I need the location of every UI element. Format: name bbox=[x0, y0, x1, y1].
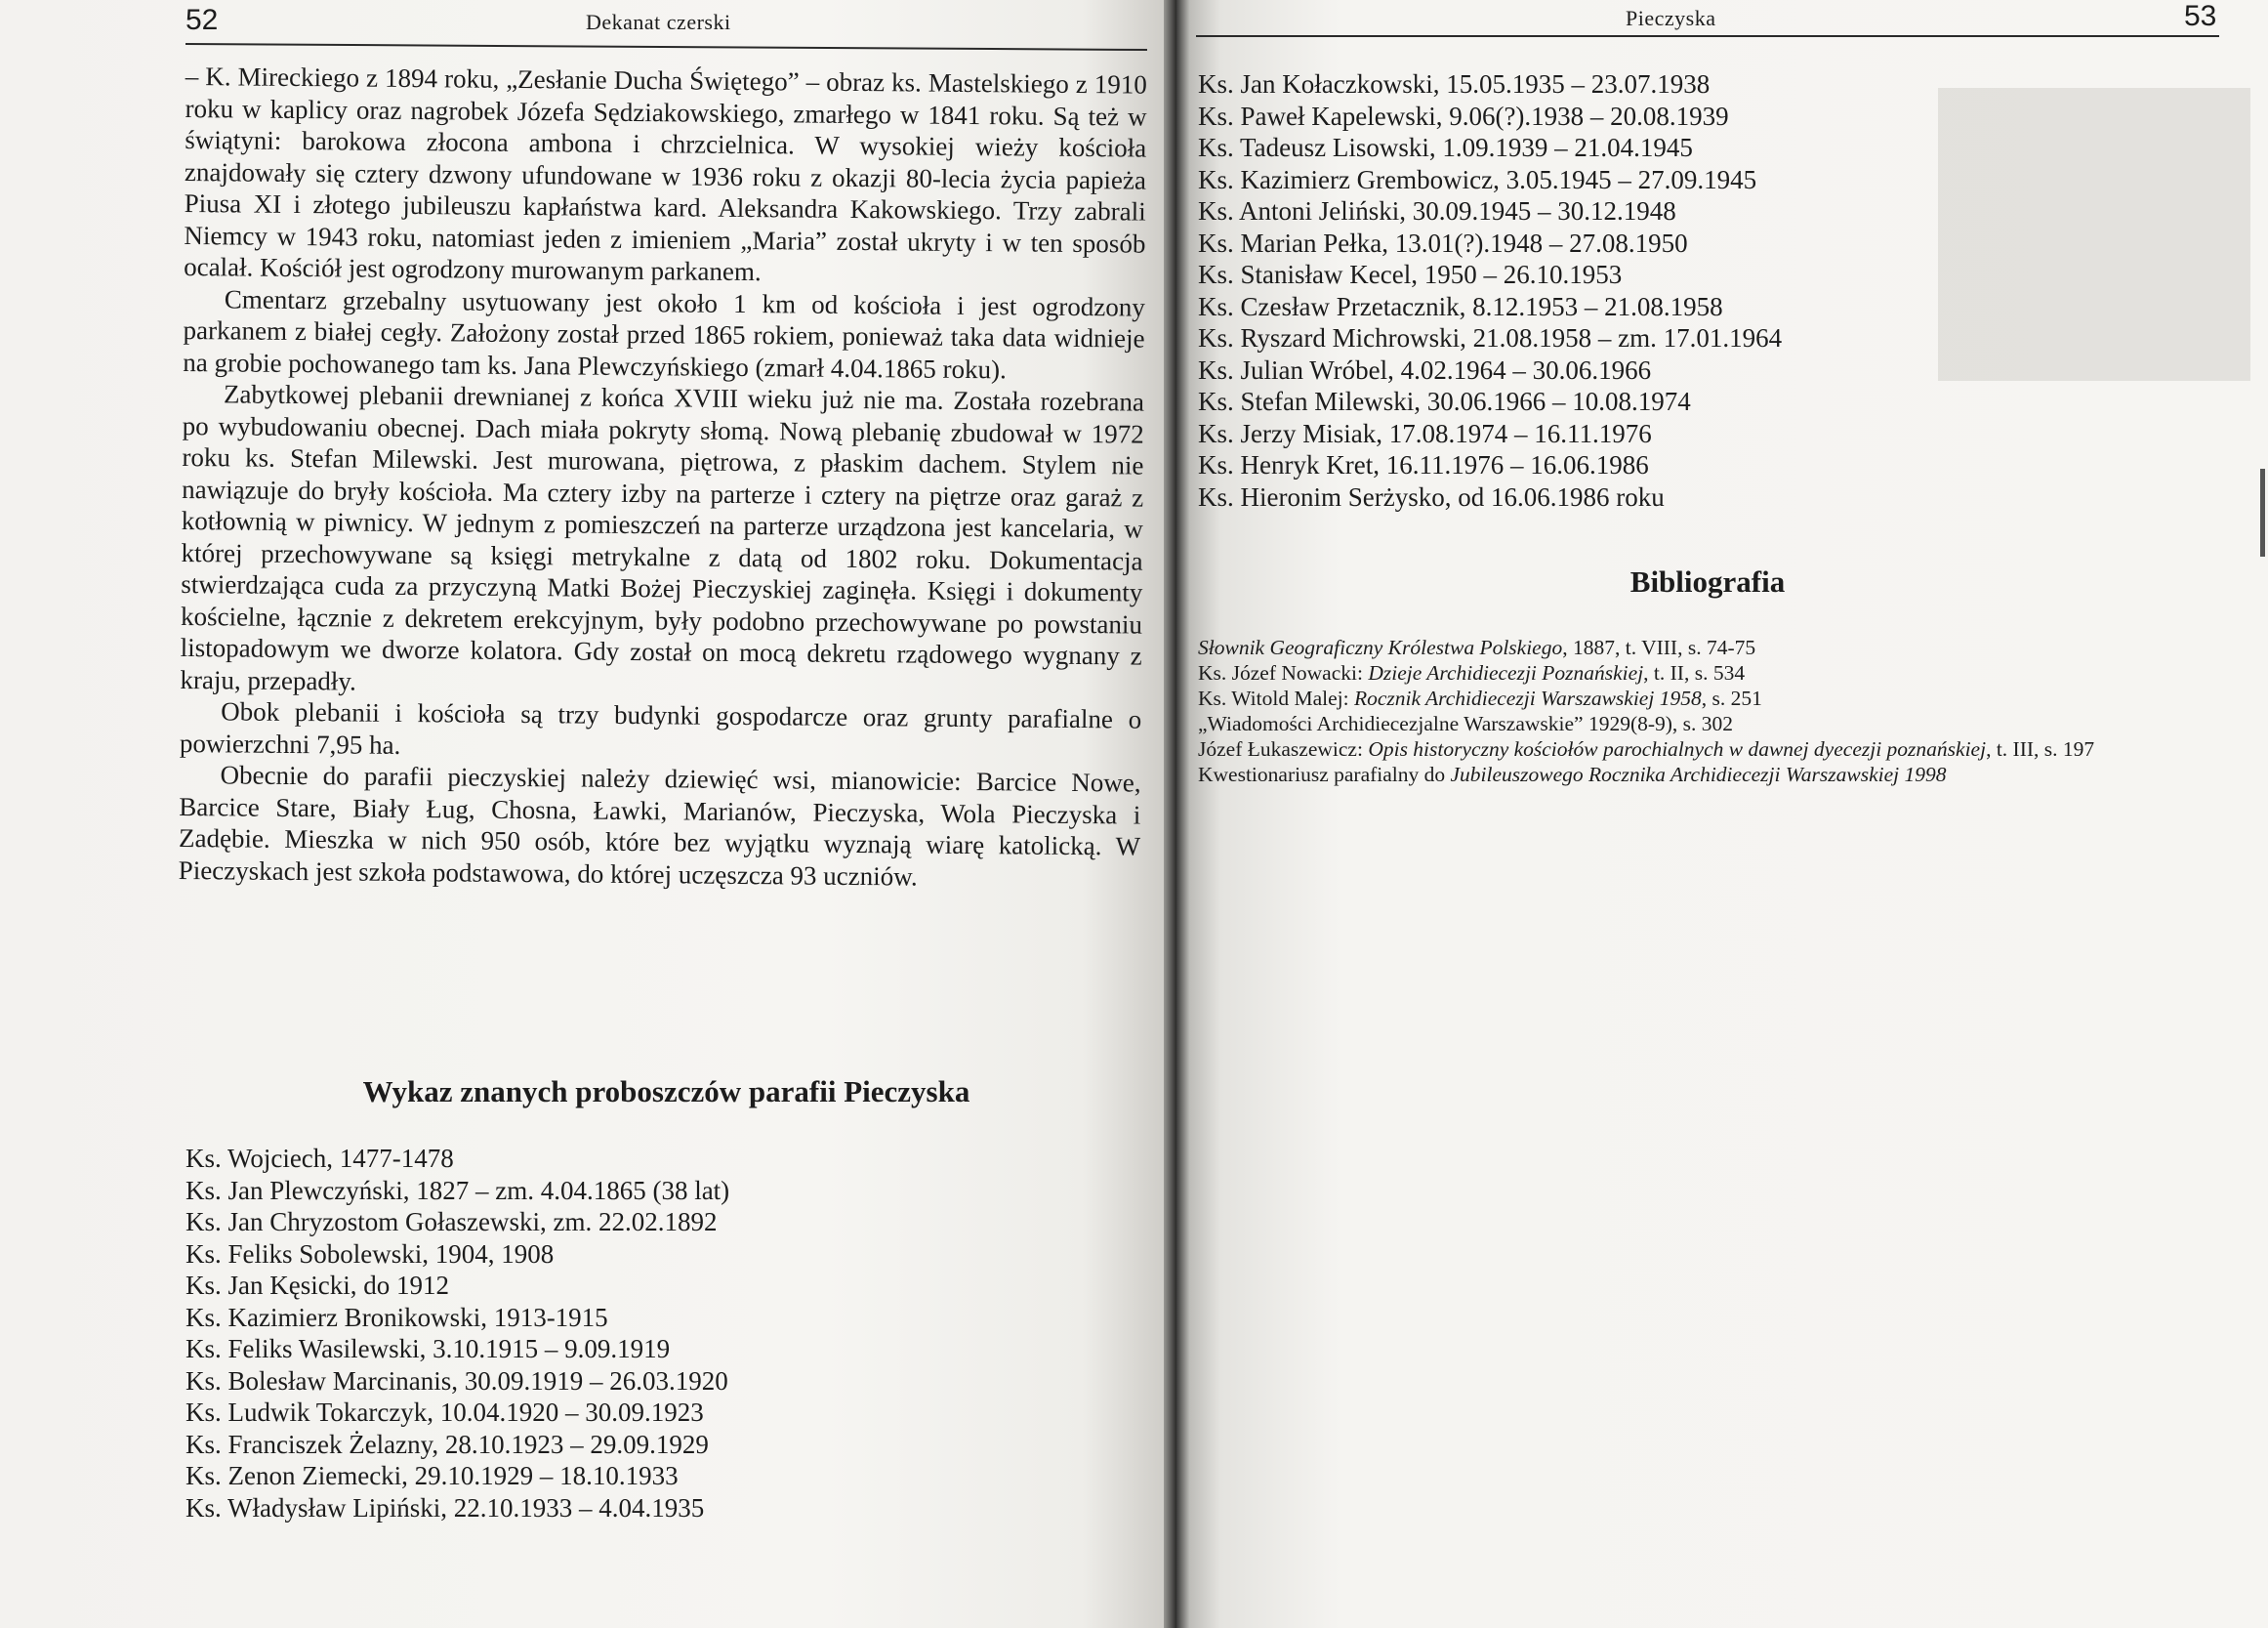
list-item: Ks. Tadeusz Lisowski, 1.09.1939 – 21.04.1945 bbox=[1198, 133, 1693, 162]
header-rule bbox=[186, 43, 1147, 51]
bleed-through bbox=[1938, 88, 2250, 381]
list-item: Ks. Kazimierz Bronikowski, 1913-1915 bbox=[186, 1302, 608, 1332]
bibliography-entry: Ks. Józef Nowacki: Dzieje Archidiecezji Poznańskiej, t. II, s. 534 bbox=[1198, 661, 1746, 685]
bibliography-title: Bibliografia bbox=[1629, 564, 1786, 599]
priest-list bbox=[1198, 68, 1782, 513]
page-edge-mark bbox=[2260, 469, 2265, 557]
header-rule bbox=[1196, 35, 2219, 37]
page-number: 53 bbox=[2184, 0, 2217, 32]
running-title: Pieczyska bbox=[1626, 6, 1716, 30]
list-item: Ks. Henryk Kret, 16.11.1976 – 16.06.1986 bbox=[1198, 450, 1649, 480]
list-item: Ks. Marian Pełka, 13.01(?).1948 – 27.08.1950 bbox=[1198, 228, 1688, 258]
paragraph: Cmentarz grzebalny usytuowany jest około 1 km od kościoła i jest ogrodzony parkanem z białej cegły. Założony został przed 1865 rokiem, ponieważ taka data widnieje na grobie pochowanego tam ks. Jana Plewczyńskiego (zmarł 4.04.1865 roku). bbox=[183, 283, 1145, 384]
list-item: Ks. Stanisław Kecel, 1950 – 26.10.1953 bbox=[1198, 260, 1623, 289]
list-item: Ks. Ryszard Michrowski, 21.08.1958 – zm. 17.01.1964 bbox=[1198, 323, 1783, 353]
list-item: Ks. Bolesław Marcinanis, 30.09.1919 – 26.03.1920 bbox=[186, 1365, 728, 1396]
paragraph: Obecnie do parafii pieczyskiej należy dziewięć wsi, mianowicie: Barcice Nowe, Barcice Stare, Biały Ług, Chosna, Ławki, Marianów, Pieczyska, Wola Pieczyska i Zadębie. Mieszka w nich 950 osób, które bez wyjątku wyznają wiarę katolicką. W Pieczyskach jest szkoła podstawowa, do której uczęszcza 93 uczniów. bbox=[178, 760, 1141, 892]
bibliography-entry: „Wiadomości Archidiecezjalne Warszawskie” 1929(8-9), s. 302 bbox=[1198, 712, 1734, 735]
bibliography-entry: Józef Łukaszewicz: Opis historyczny kościołów parochialnych w dawnej dyecezji poznańskiej, t. III, s. 197 bbox=[1198, 737, 2095, 761]
bibliography-list bbox=[1198, 635, 2219, 787]
running-title: Dekanat czerski bbox=[586, 10, 731, 34]
bibliography-entry: Ks. Witold Malej: Rocznik Archidiecezji Warszawskiej 1958, s. 251 bbox=[1198, 687, 1762, 710]
list-item: Ks. Jan Chryzostom Gołaszewski, zm. 22.02.1892 bbox=[186, 1207, 718, 1236]
paragraph: Obok plebanii i kościoła są trzy budynki gospodarcze oraz grunty parafialne o powierzchni 7,95 ha. bbox=[179, 696, 1142, 760]
list-item: Ks. Władysław Lipiński, 22.10.1933 – 4.04.1935 bbox=[186, 1492, 705, 1523]
list-item: Ks. Jan Plewczyński, 1827 – zm. 4.04.1865 (38 lat) bbox=[186, 1175, 730, 1205]
list-item: Ks. Paweł Kapelewski, 9.06(?).1938 – 20.08.1939 bbox=[1198, 101, 1729, 131]
paragraph: Zabytkowej plebanii drewnianej z końca XVIII wieku już nie ma. Została rozebrana po wybudowaniu obecnej. Dach miała pokryty słomą. Nową plebanię zbudował w 1972 roku ks. Stefan Milewski. Jest murowana, piętrowa, z płaskim dachem. Stylem nie nawiązuje do bryły kościoła. Ma cztery izby na parterze i cztery na piętrze oraz garaż z kotłownią w piwnicy. W jednym z pomieszczeń na parterze urządzona jest kancelaria, w której przechowywane są księgi metrykalne z datą od 1802 roku. Dokumentacja stwierdzająca cuda za przyczyną Matki Bożej Pieczyskiej zaginęła. Księgi i dokumenty kościelne, łącznie z dekretem erekcyjnym, były podobno przechowywane po powstaniu listopadowym we dworze kolatora. Gdy został on mocą dekretu rządowego wygnany z kraju, przepadły. bbox=[180, 379, 1145, 696]
list-item: Ks. Feliks Sobolewski, 1904, 1908 bbox=[186, 1238, 555, 1269]
list-item: Ks. Wojciech, 1477-1478 bbox=[186, 1144, 454, 1173]
section-title: Wykaz znanych proboszczów parafii Pieczyska bbox=[362, 1074, 970, 1108]
list-item: Ks. Jan Kołaczkowski, 15.05.1935 – 23.07.1938 bbox=[1198, 69, 1711, 99]
list-item: Ks. Franciszek Żelazny, 28.10.1923 – 29.09.1929 bbox=[186, 1429, 709, 1459]
list-item: Ks. Jerzy Misiak, 17.08.1974 – 16.11.1976 bbox=[1198, 418, 1652, 448]
list-item: Ks. Zenon Ziemecki, 29.10.1929 – 18.10.1933 bbox=[186, 1461, 679, 1490]
priest-list bbox=[186, 1143, 729, 1524]
bibliography-entry: Kwestionariusz parafialny do Jubileuszowego Rocznika Archidiecezji Warszawskiej 1998 bbox=[1198, 763, 1947, 786]
page-number: 52 bbox=[186, 4, 219, 36]
body-text bbox=[179, 61, 1147, 895]
paragraph: – K. Mireckiego z 1894 roku, „Zesłanie Ducha Świętego” – obraz ks. Mastelskiego z 1910 roku w kaplicy oraz nagrobek Józefa Sędziakowskiego, zmarłego w 1841 roku. Są też w świątyni: barokowa złocona ambona i chrzcielnica. W wysokiej wieży kościoła znajdowały się cztery dzwony ufundowane w 1936 roku z okazji 80-lecia życia papieża Piusa XI i złotego jubileuszu kapłaństwa kard. Aleksandra Kakowskiego. Trzy zabrali Niemcy w 1943 roku, natomiast jeden z imieniem „Maria” został ukryty i w ten sposób ocalał. Kościół jest ogrodzony murowanym parkanem. bbox=[184, 61, 1147, 287]
list-item: Ks. Hieronim Serżysko, od 16.06.1986 roku bbox=[1198, 481, 1665, 512]
bibliography-entry: Słownik Geograficzny Królestwa Polskiego, 1887, t. VIII, s. 74-75 bbox=[1198, 636, 1756, 659]
right-page bbox=[1176, 0, 2268, 1628]
list-item: Ks. Antoni Jeliński, 30.09.1945 – 30.12.1948 bbox=[1198, 196, 1676, 226]
list-item: Ks. Julian Wróbel, 4.02.1964 – 30.06.1966 bbox=[1198, 355, 1652, 385]
list-item: Ks. Jan Kęsicki, do 1912 bbox=[186, 1271, 449, 1300]
list-item: Ks. Kazimierz Grembowicz, 3.05.1945 – 27.09.1945 bbox=[1198, 164, 1757, 194]
list-item: Ks. Feliks Wasilewski, 3.10.1915 – 9.09.1919 bbox=[186, 1334, 671, 1363]
list-item: Ks. Stefan Milewski, 30.06.1966 – 10.08.1974 bbox=[1198, 387, 1691, 416]
list-item: Ks. Czesław Przetacznik, 8.12.1953 – 21.08.1958 bbox=[1198, 291, 1723, 321]
list-item: Ks. Ludwik Tokarczyk, 10.04.1920 – 30.09.1923 bbox=[186, 1398, 704, 1427]
